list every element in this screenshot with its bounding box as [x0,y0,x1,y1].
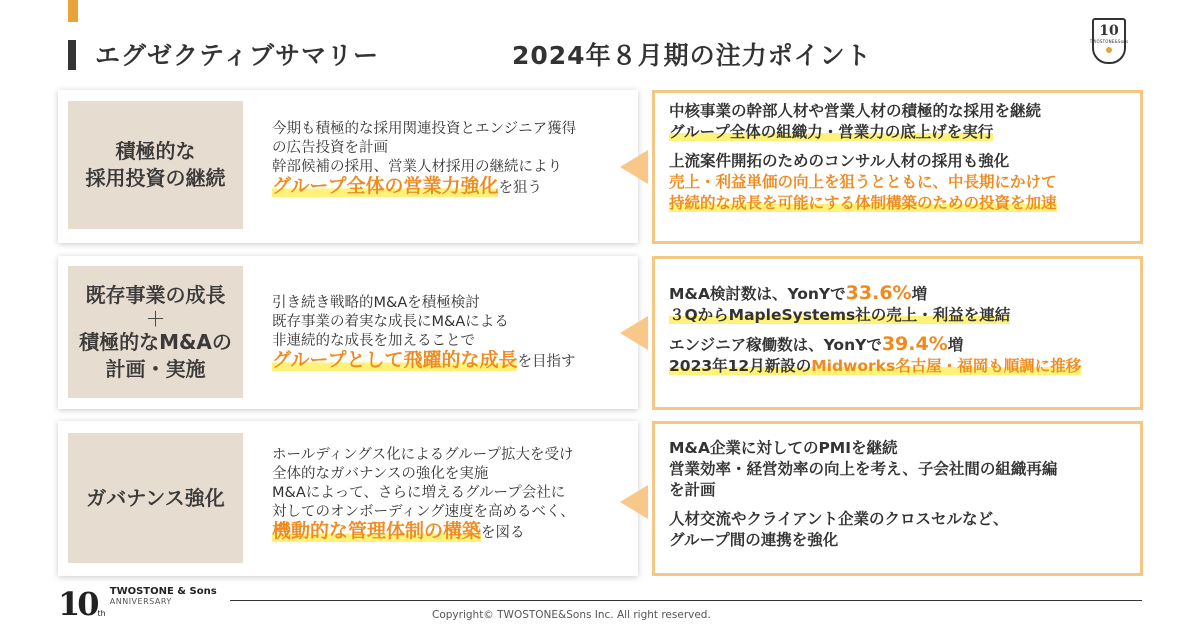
footer-logo-name: TWOSTONE & Sons [109,586,217,597]
detail-line: 上流案件開拓のためのコンサル人材の採用も強化 [669,152,1010,170]
desc-line: ホールディングス化によるグループ拡大を受け [272,447,574,463]
detail-orange: 売上・利益単価の向上を狙うとともに、中長期にかけて [669,173,1057,191]
detail-highlight: グループ全体の組織力・営業力の底上げを実行 [669,123,994,141]
row-label [68,433,243,563]
detail-text: エンジニア稼働数は、YonYで [669,336,882,354]
row-label-line: 積極的なM&Aの [79,329,232,354]
row-label [68,266,243,398]
summary-card [58,421,638,576]
detail-number: 33.6% [845,282,912,304]
arrow-left-icon [620,485,648,519]
detail-text: 増 [911,285,928,303]
footer-logo [58,585,217,623]
detail-orange-highlight: 持続的な成長を可能にする体制構築のための投資を加速 [669,194,1057,212]
detail-line: 中核事業の幹部人材や営業人材の積極的な採用を継続 [669,102,1042,120]
desc-highlight: グループ全体の営業力強化 [272,175,499,197]
detail-text: 2023年12月新設の [669,357,812,375]
desc-tail: を狙う [498,180,542,196]
row-description [272,294,575,372]
summary-card [58,90,638,243]
badge-dot-icon [1106,47,1112,53]
detail-box [652,90,1143,244]
detail-box [652,421,1143,576]
desc-highlight: グループとして飛躍的な成長 [272,349,518,371]
row-label-line: 積極的な [115,139,196,163]
desc-line: 引き続き戦略的M&Aを積極検討 [272,295,480,311]
anniversary-badge-icon [1089,18,1129,64]
footer-divider [230,600,1142,601]
desc-line: 非連続的な成長を加えることで [272,333,475,349]
desc-line: M&Aによって、さらに増えるグループ会社に [272,485,566,501]
footer-logo-th: th [97,609,106,618]
title-marker [68,40,76,70]
summary-card [58,256,638,409]
copyright-text: Copyright© TWOSTONE&Sons Inc. All right reserved. [432,609,711,621]
desc-line: 既存事業の着実な成長にM&Aによる [272,314,509,330]
detail-orange: Midworks名古屋・福岡も順調に推移 [811,357,1082,375]
page-title: エグゼクティブサマリー [95,41,380,70]
row-label-line: 既存事業の成長 [85,282,226,307]
detail-text: M&A検討数は、YonYで [669,285,846,303]
row-label [68,101,243,229]
desc-line: 幹部候補の採用、営業人材採用の継続により [272,159,562,175]
detail-text: 増 [947,336,964,354]
detail-highlight: ３QからMapleSystems社の売上・利益を連結 [669,306,1011,324]
detail-line: グループ間の連携を強化 [669,531,839,549]
top-accent-bar [68,0,78,22]
desc-tail: を図る [481,525,525,541]
detail-line: 人材交流やクライアント企業のクロスセルなど、 [669,510,1009,528]
badge-text: TWOSTONE&Sons [1089,39,1129,44]
badge-number: 10 [1099,23,1119,39]
desc-line: の広告投資を計画 [272,140,388,156]
row-label-line: ガバナンス強化 [86,485,225,510]
footer-logo-sub: ANNIVERSARY [109,597,172,606]
arrow-left-icon [620,150,648,184]
detail-line: を計画 [669,481,716,499]
arrow-left-icon [620,316,648,350]
desc-line: 全体的なガバナンスの強化を実施 [272,466,489,482]
row-description [272,120,576,198]
row-label-line: 採用投資の継続 [85,166,226,190]
desc-tail: を目指す [517,354,576,370]
desc-line: 今期も積極的な採用関連投資とエンジニア獲得 [272,121,577,137]
page-subtitle: 2024年８月期の注力ポイント [512,41,872,70]
row-label-line: 計画・実施 [105,356,206,381]
detail-line: 営業効率・経営効率の向上を考え、子会社間の組織再編 [669,460,1058,478]
desc-highlight: 機動的な管理体制の構築 [272,520,482,542]
row-description [272,446,575,543]
row-label-line: ＋ [145,306,166,331]
detail-line: M&A企業に対してのPMIを継続 [669,439,898,457]
detail-number: 39.4% [881,333,948,355]
footer-logo-number: 10 [58,585,97,623]
desc-line: 対してのオンボーディング速度を高めるべく、 [272,504,575,520]
detail-box [652,256,1143,410]
